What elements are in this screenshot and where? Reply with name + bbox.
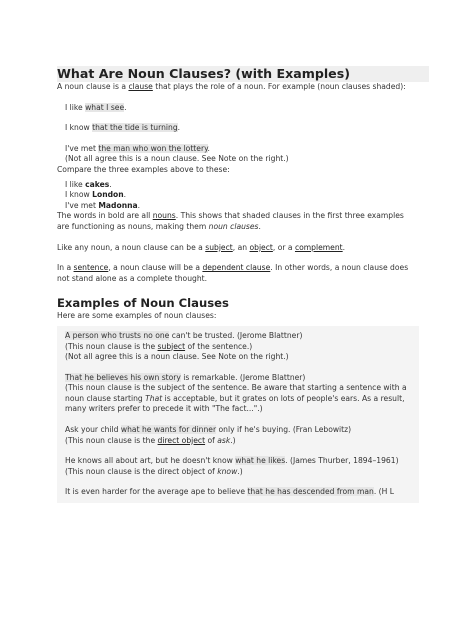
example-a-note <box>65 342 413 353</box>
example-text: . <box>124 102 127 112</box>
note-1: (Not all agree this is a noun clause. See Note on the right.) <box>65 154 289 164</box>
para-text: Like any noun, a noun clause can be a <box>57 242 206 252</box>
example-c <box>65 425 413 436</box>
nouns-link[interactable]: nouns <box>152 211 176 221</box>
example-text: . <box>177 123 181 133</box>
section-intro: Here are some examples of noun clauses: <box>57 311 217 321</box>
bold-noun: London <box>92 190 124 200</box>
in-sentence-paragraph <box>57 263 415 284</box>
example-text: I know <box>65 123 93 133</box>
para-text: . <box>258 221 261 231</box>
example-text: . <box>137 200 141 210</box>
example-text: .) <box>230 435 236 445</box>
shaded-clause: what I see <box>85 102 125 112</box>
like-any-paragraph <box>57 243 415 254</box>
intro-text: A noun clause is a <box>57 82 129 91</box>
page-title: What Are Noun Clauses? (with Examples) <box>57 66 429 82</box>
bold-noun: Madonna <box>98 200 138 210</box>
noun-example-3 <box>57 201 415 212</box>
words-bold-paragraph <box>57 211 415 232</box>
dependent-clause-link[interactable]: dependent clause <box>202 263 271 273</box>
example-text: I like <box>65 179 86 189</box>
para-text: , a noun clause will be a <box>108 263 203 273</box>
examples-box <box>57 326 419 503</box>
intro-text-end: that plays the role of a noun. For example (noun clauses shaded): <box>152 82 406 91</box>
example-text: . (James Thurber, 1894–1961) <box>285 456 399 466</box>
example-text: (This noun clause is the <box>65 435 158 445</box>
italic-term: noun clauses <box>208 221 259 231</box>
example-d <box>65 456 413 467</box>
clause-link[interactable]: clause <box>128 82 153 91</box>
example-text: . <box>207 143 210 153</box>
example-a-note-2: (Not all agree this is a noun clause. See Note on the right.) <box>65 352 289 362</box>
example-text: is remarkable. (Jerome Blattner) <box>180 372 306 382</box>
shaded-clause: what he wants for dinner <box>120 425 217 435</box>
example-text: . (H L <box>373 487 394 497</box>
example-b <box>65 373 413 384</box>
para-text: , an <box>232 242 250 252</box>
example-text: . <box>123 190 127 200</box>
example-text: Ask your child <box>65 425 121 435</box>
section-title: Examples of Noun Clauses <box>57 296 229 311</box>
shaded-clause: A person who trusts no one <box>65 330 170 340</box>
para-text: . In other words, a noun clause does not stand alone as a complete thought. <box>57 263 409 283</box>
para-text: The words in bold are all <box>57 211 153 221</box>
sentence-link[interactable]: sentence <box>73 263 109 273</box>
italic-term: ask <box>217 435 231 445</box>
shaded-clause: what he likes <box>235 456 286 466</box>
italic-term: know <box>217 466 238 476</box>
example-text: can't be trusted. (Jerome Blattner) <box>169 330 303 340</box>
example-text: only if he's buying. (Fran Lebowitz) <box>216 425 352 435</box>
noun-example-2 <box>57 190 415 201</box>
example-text: I like <box>65 102 86 112</box>
example-a <box>65 331 413 342</box>
example-text: (This noun clause is the <box>65 341 158 351</box>
shaded-clause: that he has descended from man <box>247 487 374 497</box>
example-c-note <box>65 436 413 447</box>
object-link[interactable]: object <box>249 242 273 252</box>
shaded-clause: That he believes his own story <box>65 372 181 382</box>
example-text: (This noun clause is the subject of the sentence. Be aware that starting a sentence with a noun clause starting <box>65 383 407 403</box>
subject-link[interactable]: subject <box>205 242 233 252</box>
example-text: .) <box>237 466 243 476</box>
example-2 <box>57 123 415 134</box>
compare-text: Compare the three examples above to these: <box>57 164 230 174</box>
subject-link-2[interactable]: subject <box>157 341 186 351</box>
complement-link[interactable]: complement <box>294 242 343 252</box>
shaded-clause: that the tide is turning <box>92 123 178 133</box>
example-text: I've met <box>65 200 99 210</box>
bold-noun: cakes <box>85 179 110 189</box>
italic-term: That <box>145 393 163 403</box>
example-text: (This noun clause is the direct object of <box>65 466 218 476</box>
example-text: . <box>109 179 112 189</box>
noun-example-1 <box>57 180 415 191</box>
example-text: is acceptable, but it grates on lots of people's ears. As a result, many writers prefer to precede it with "The fact...".) <box>65 393 405 414</box>
para-text: . This shows that shaded clauses in the first three examples are functioning as nouns, making them <box>57 211 404 231</box>
example-e <box>65 487 413 498</box>
para-text: In a <box>57 263 74 273</box>
example-b-note <box>65 383 413 415</box>
example-3 <box>57 144 415 155</box>
example-text: of the sentence.) <box>185 341 253 351</box>
article <box>57 66 415 503</box>
example-text: It is even harder for the average ape to believe <box>65 487 248 497</box>
para-text: . <box>342 242 346 252</box>
example-text: He knows all about art, but he doesn't know <box>65 456 236 466</box>
example-text: I know <box>65 190 93 200</box>
shaded-clause: the man who won the lottery <box>98 143 208 153</box>
direct-object-link[interactable]: direct object <box>157 435 206 445</box>
example-text: of <box>205 435 218 445</box>
example-1 <box>57 103 415 114</box>
intro-paragraph <box>57 82 415 93</box>
example-d-note <box>65 467 413 478</box>
para-text: , or a <box>272 242 295 252</box>
example-text: I've met <box>65 143 99 153</box>
